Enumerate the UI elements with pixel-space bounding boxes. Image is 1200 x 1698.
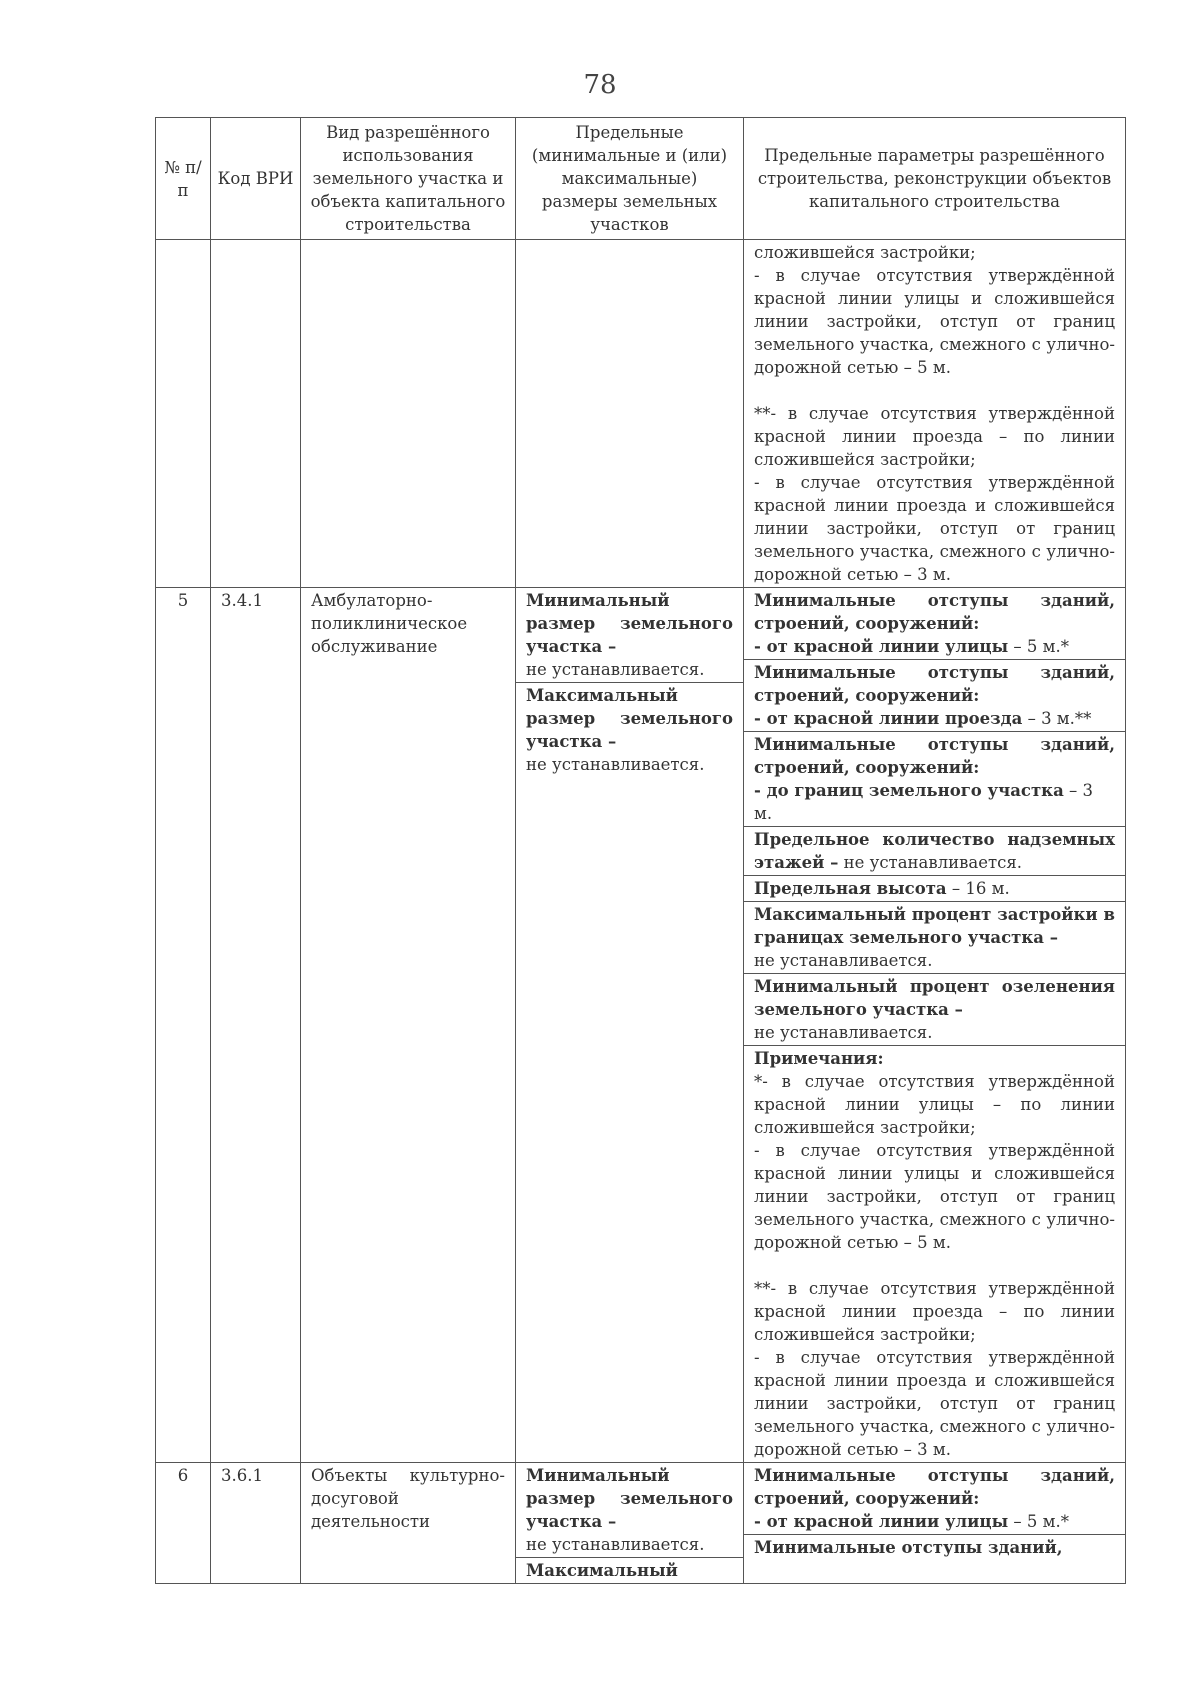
- row-number: 6: [156, 1463, 211, 1584]
- header-code: Код ВРИ: [211, 118, 301, 240]
- param-item: - от красной линии проезда: [754, 709, 1023, 728]
- row-code: 3.6.1: [211, 1463, 301, 1584]
- header-type: Вид разрешённого использования земельного участка и объекта капитального строительства: [301, 118, 516, 240]
- table-row: [156, 588, 1126, 1463]
- min-size-value: не устанавливается.: [526, 660, 705, 679]
- param-item: - от красной линии улицы: [754, 637, 1009, 656]
- max-size-value: не устанавливается.: [526, 755, 705, 774]
- max-size-label: Максимальный: [526, 1561, 678, 1580]
- note-text: - в случае отсутствия утверждённой красной линии проезда и сложившейся линии застройки, отступ от границ земельного участка, смежного с улично-дорожной сетью – 3 м.: [754, 1348, 1115, 1459]
- param-label: Минимальные отступы зданий, строений, сооружений:: [754, 591, 1115, 633]
- param-value: – 3 м.: [754, 781, 1094, 823]
- continuation-cell: [744, 240, 1126, 588]
- regulations-table: [155, 117, 1126, 1584]
- continuation-line: **- в случае отсутствия утверждённой красной линии проезда – по линии сложившейся застройки;: [754, 404, 1115, 469]
- param-label: Минимальные отступы зданий, строений, сооружений:: [754, 663, 1115, 705]
- note-text: - в случае отсутствия утверждённой красной линии улицы и сложившейся линии застройки, отступ от границ земельного участка, смежного с улично-дорожной сетью – 5 м.: [754, 1141, 1115, 1252]
- note-text: *- в случае отсутствия утверждённой красной линии улицы – по линии сложившейся застройки;: [754, 1072, 1115, 1137]
- table-row: [156, 240, 1126, 588]
- param-label: Предельное количество надземных этажей –: [754, 830, 1115, 872]
- param-value: – 5 м.*: [1008, 1512, 1069, 1531]
- param-label: Минимальные отступы зданий, строений, сооружений:: [754, 1466, 1115, 1508]
- param-label: Предельная высота: [754, 879, 947, 898]
- min-size-label: Минимальный размер земельного участка –: [526, 591, 733, 656]
- param-value: – 16 м.: [946, 879, 1010, 898]
- note-text: **- в случае отсутствия утверждённой красной линии проезда – по линии сложившейся застройки;: [754, 1279, 1115, 1344]
- param-value: не устанавливается.: [754, 1023, 933, 1042]
- header-num: № п/п: [156, 118, 211, 240]
- sizes-cell: [516, 1463, 744, 1584]
- continuation-line: сложившейся застройки;: [754, 243, 976, 262]
- row-code: 3.4.1: [211, 588, 301, 1463]
- params-cell: [744, 1463, 1126, 1584]
- param-label: Минимальные отступы зданий, строений, сооружений:: [754, 735, 1115, 777]
- param-value: – 3 м.**: [1022, 709, 1092, 728]
- continuation-line: - в случае отсутствия утверждённой красной линии проезда и сложившейся линии застройки, отступ от границ земельного участка, смежного с улично-дорожной сетью – 3 м.: [754, 473, 1115, 584]
- row-use-type: Амбулаторно-поликлиническое обслуживание: [301, 588, 516, 1463]
- min-size-label: Минимальный размер земельного участка –: [526, 1466, 733, 1531]
- row-number: 5: [156, 588, 211, 1463]
- continuation-line: - в случае отсутствия утверждённой красной линии улицы и сложившейся линии застройки, отступ от границ земельного участка, смежного с улично-дорожной сетью – 5 м.: [754, 266, 1115, 377]
- sizes-cell: [516, 588, 744, 1463]
- param-item: - от красной линии улицы: [754, 1512, 1009, 1531]
- table-header-row: [156, 118, 1126, 240]
- param-value: – 5 м.*: [1008, 637, 1069, 656]
- param-value: не устанавливается.: [838, 853, 1023, 872]
- param-label: Минимальный процент озеленения земельного участка –: [754, 977, 1115, 1019]
- page-number: 78: [583, 70, 617, 100]
- header-params: Предельные параметры разрешённого строительства, реконструкции объектов капитального строительства: [744, 118, 1126, 240]
- min-size-value: не устанавливается.: [526, 1535, 705, 1554]
- table-row: [156, 1463, 1126, 1584]
- params-cell: [744, 588, 1126, 1463]
- param-label: Максимальный процент застройки в границах земельного участка –: [754, 905, 1115, 947]
- max-size-label: Максимальный размер земельного участка –: [526, 686, 733, 751]
- param-item: - до границ земельного участка: [754, 781, 1064, 800]
- header-sizes: Предельные (минимальные и (или) максимальные) размеры земельных участков: [516, 118, 744, 240]
- row-use-type: Объекты культурно-досуговой деятельности: [301, 1463, 516, 1584]
- notes-title: Примечания:: [754, 1049, 884, 1068]
- param-label: Минимальные отступы зданий,: [754, 1538, 1063, 1557]
- param-value: не устанавливается.: [754, 951, 933, 970]
